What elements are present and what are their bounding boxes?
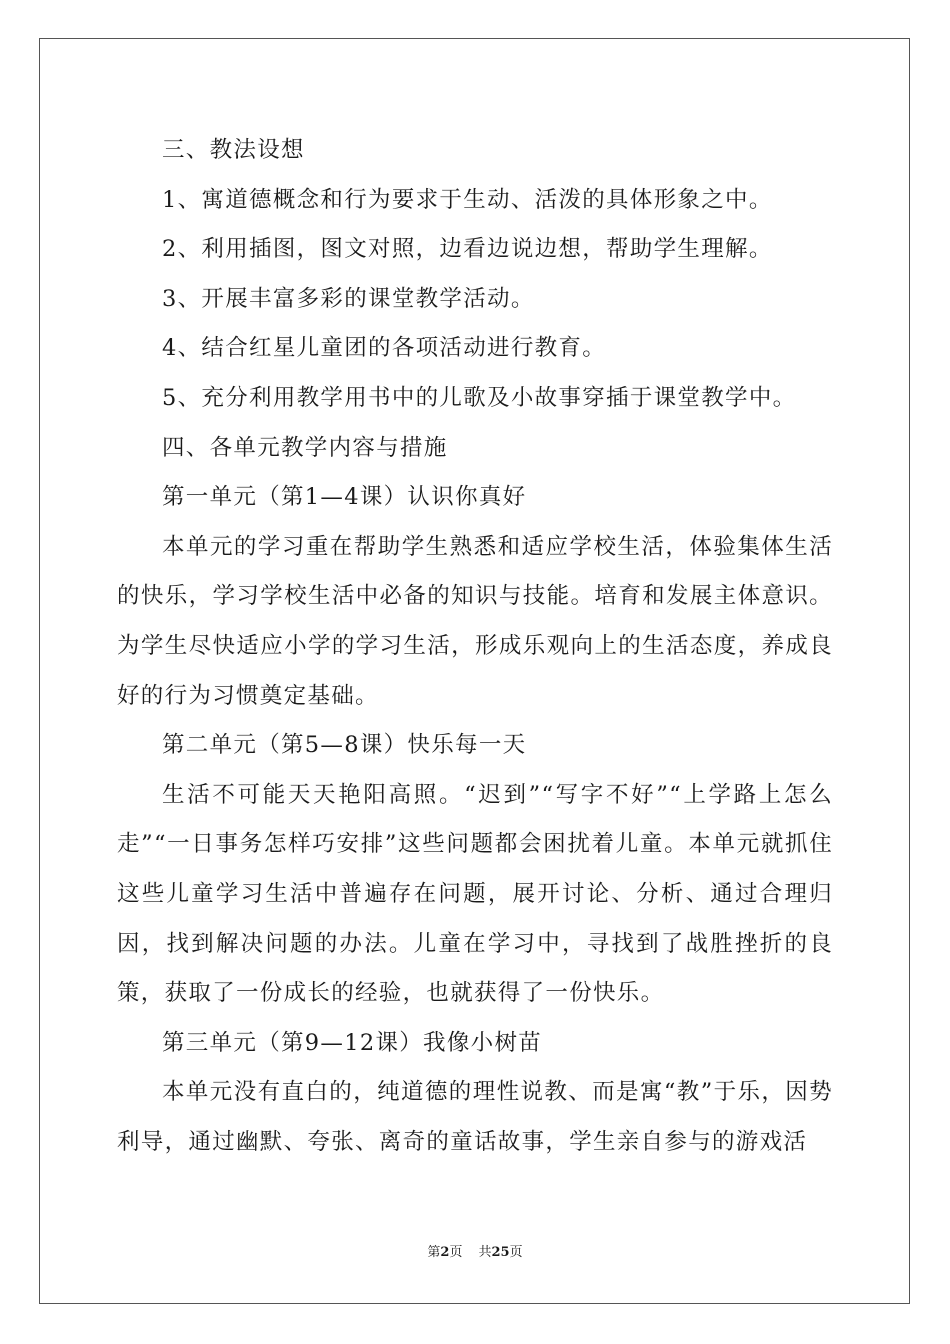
total-prefix: 共 <box>478 1245 492 1260</box>
unit-description: 本单元的学习重在帮助学生熟悉和适应学校生活，体验集体生活的快乐，学习学校生活中必备的知识与技能。培育和发展主体意识。为学生尽快适应小学的学习生活，形成乐观向上的生活态度，养成良好的行为习惯奠定基础。 <box>117 533 833 709</box>
list-item: 4、结合红星儿童团的各项活动进行教育。 <box>162 335 607 362</box>
total-suffix: 页 <box>509 1245 523 1260</box>
page-prefix: 第 <box>427 1245 441 1260</box>
heading-unit-content: 四、各单元教学内容与措施 <box>162 434 448 461</box>
unit-title: 第一单元（第1—4课）认识你真好 <box>162 484 527 511</box>
list-item: 1、寓道德概念和行为要求于生动、活泼的具体形象之中。 <box>162 186 773 213</box>
list-item: 2、利用插图，图文对照，边看边说边想，帮助学生理解。 <box>162 236 773 263</box>
unit-description: 本单元没有直白的，纯道德的理性说教、而是寓“教”于乐，因势利导，通过幽默、夸张、离奇的童话故事，学生亲自参与的游戏活 <box>117 1079 833 1155</box>
list-item: 3、开展丰富多彩的课堂教学活动。 <box>162 285 535 312</box>
page-footer <box>0 1245 950 1261</box>
page-suffix: 页 <box>449 1245 463 1260</box>
unit-title: 第三单元（第9—12课）我像小树苗 <box>162 1029 543 1056</box>
heading-teaching-method: 三、教法设想 <box>162 137 305 163</box>
unit-description: 生活不可能天天艳阳高照。“迟到”“写字不好”“上学路上怎么走”“一日事务怎样巧安排”这些问题都会困扰着儿童。本单元就抓住这些儿童学习生活中普遍存在问题，展开讨论、分析、通过合理归因，找到解决问题的办法。儿童在学习中，寻找到了战胜挫折的良策，获取了一份成长的经验，也就获得了一份快乐。 <box>117 781 833 1007</box>
page-number: 2 <box>440 1245 450 1260</box>
total-pages: 25 <box>491 1245 510 1260</box>
list-item: 5、充分利用教学用书中的儿歌及小故事穿插于课堂教学中。 <box>162 384 797 411</box>
unit-title: 第二单元（第5—8课）快乐每一天 <box>162 732 527 759</box>
document-body <box>117 126 833 1167</box>
